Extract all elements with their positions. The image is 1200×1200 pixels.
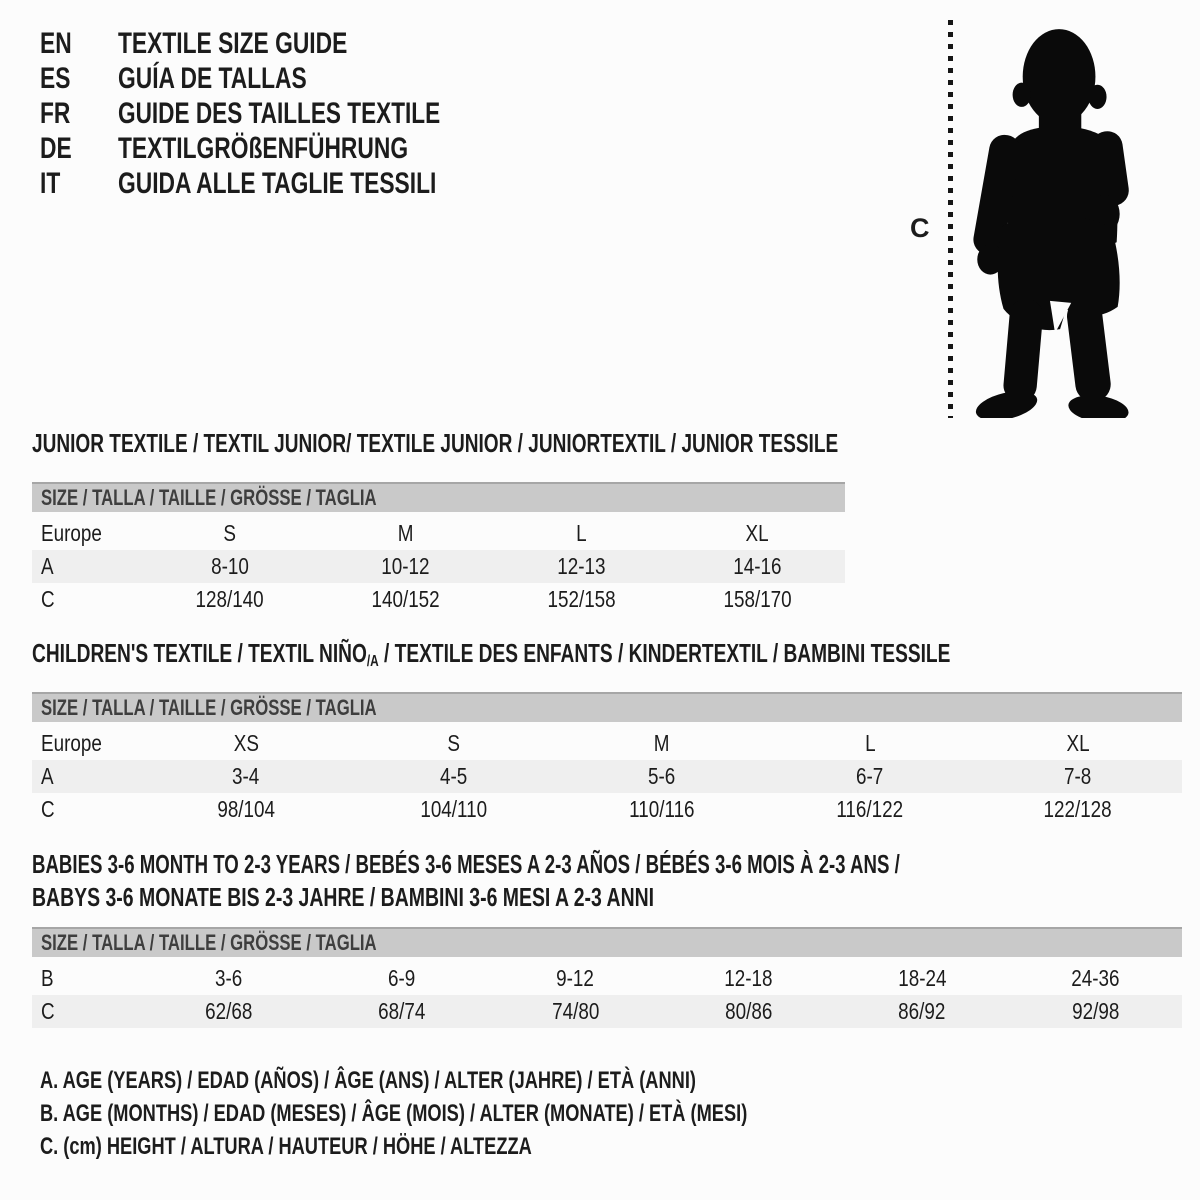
size-cell-value: 152/158 [547,586,616,612]
size-row-c [32,793,1182,826]
size-cell-value: L [864,730,876,756]
size-row-europe [32,517,845,550]
size-cell-value: 4-5 [440,763,468,789]
size-cell-value: 74/80 [551,998,599,1024]
size-section-babies [32,848,1182,1028]
language-row [40,131,546,166]
row-label: Europe [41,730,102,756]
size-cell-value: 140/152 [371,586,440,612]
size-cell-value: S [223,520,237,546]
size-row-b [32,962,1182,995]
size-section-children [32,640,1182,826]
row-label: A [41,553,54,579]
size-cell-value: 98/104 [217,796,275,822]
size-row-c [32,995,1182,1028]
section-title-text: CHILDREN'S TEXTILE / TEXTIL NIÑO/A / TEXTILE DES ENFANTS / KINDERTEXTIL / BAMBINI TESSILE [32,638,951,670]
section-title [32,881,1182,914]
nino-a-suffix: /A [366,652,379,670]
measurement-legend [40,1064,971,1163]
size-cell-value: 14-16 [732,553,782,579]
size-header-bar [32,927,1182,957]
size-header-bar [32,482,845,512]
size-header-text: SIZE / TALLA / TAILLE / GRÖSSE / TAGLIA [41,930,377,955]
size-cell-value: XL [1066,730,1090,756]
size-cell-value: 80/86 [725,998,773,1024]
size-cell-value: 158/170 [723,586,792,612]
size-cell-value: 18-24 [897,965,947,991]
section-title [32,430,845,457]
size-cell-value: 6-9 [388,965,416,991]
row-label: B [41,965,54,991]
size-cell-value: 122/128 [1043,796,1113,822]
toddler-silhouette-icon [966,14,1138,418]
section-title [32,848,1182,881]
size-cell-value: 128/140 [195,586,264,612]
height-measure-label: C [910,213,930,243]
size-cell-value: 8-10 [210,553,249,579]
language-code: IT [40,166,61,200]
size-cell-value: 104/110 [420,796,488,822]
size-header-bar [32,692,1182,722]
legend-line-c: C. (cm) HEIGHT / ALTURA / HAUTEUR / HÖHE / ALTEZZA [40,1133,532,1160]
size-cell-value: 24-36 [1071,965,1120,991]
section-title-text: JUNIOR TEXTILE / TEXTIL JUNIOR/ TEXTILE JUNIOR / JUNIORTEXTIL / JUNIOR TESSILE [32,428,839,458]
size-cell-value: 6-7 [856,763,884,789]
row-label: A [41,763,54,789]
row-label: C [41,796,55,822]
size-cell-value: M [654,730,670,756]
size-cell-value: 5-6 [648,763,676,789]
size-cell-value: L [576,520,587,546]
size-cell-value: 3-4 [232,763,260,789]
size-cell-value: XS [233,730,259,756]
guide-title: TEXTILGRÖßENFÜHRUNG [118,131,409,165]
language-code: ES [40,61,71,95]
size-cell-value: 110/116 [629,796,695,822]
size-cell-value: 12-18 [724,965,773,991]
language-code: EN [40,26,72,60]
size-cell-value: 116/122 [836,796,904,822]
size-cell-value: XL [745,520,769,546]
section-title-text: BABYS 3-6 MONATE BIS 2-3 JAHRE / BAMBINI 3-6 MESI A 2-3 ANNI [32,882,655,912]
language-row [40,61,546,96]
legend-line-b: B. AGE (MONTHS) / EDAD (MESES) / ÂGE (MOIS) / ALTER (MONATE) / ETÀ (MESI) [40,1100,748,1127]
language-row [40,26,546,61]
guide-title: GUIDA ALLE TAGLIE TESSILI [118,166,437,200]
size-cell-value: M [397,520,414,546]
size-cell-value: 7-8 [1064,763,1092,789]
size-header-text: SIZE / TALLA / TAILLE / GRÖSSE / TAGLIA [41,695,377,720]
size-section-junior [32,430,845,616]
size-cell-value: 92/98 [1071,998,1119,1024]
language-row [40,166,546,201]
language-code: FR [40,96,71,130]
language-code: DE [40,131,72,165]
row-label: C [41,998,55,1024]
guide-title: TEXTILE SIZE GUIDE [118,26,348,60]
size-cell-value: 12-13 [557,553,606,579]
size-row-a [32,760,1182,793]
height-measure-dashed-line [948,20,953,418]
size-cell-value: 9-12 [556,965,595,991]
row-label: Europe [41,520,102,546]
size-row-europe [32,727,1182,760]
size-cell-value: 68/74 [378,998,426,1024]
size-cell-value: 62/68 [205,998,253,1024]
size-cell-value: 3-6 [215,965,243,991]
section-title-text: BABIES 3-6 MONTH TO 2-3 YEARS / BEBÉS 3-6 MESES A 2-3 AÑOS / BÉBÉS 3-6 MOIS À 2-3 ANS / [32,849,900,879]
size-header-text: SIZE / TALLA / TAILLE / GRÖSSE / TAGLIA [41,485,377,510]
size-cell-value: 86/92 [898,998,946,1024]
language-row [40,96,546,131]
guide-title: GUÍA DE TALLAS [118,61,307,95]
language-title-block [40,26,546,201]
size-cell-value: 10-12 [381,553,430,579]
section-title [32,638,1182,670]
size-row-a [32,550,845,583]
row-label: C [41,586,55,612]
legend-line-a: A. AGE (YEARS) / EDAD (AÑOS) / ÂGE (ANS) / ALTER (JAHRE) / ETÀ (ANNI) [40,1067,696,1094]
size-cell-value: S [447,730,461,756]
size-row-c [32,583,845,616]
guide-title: GUIDE DES TAILLES TEXTILE [118,96,441,130]
